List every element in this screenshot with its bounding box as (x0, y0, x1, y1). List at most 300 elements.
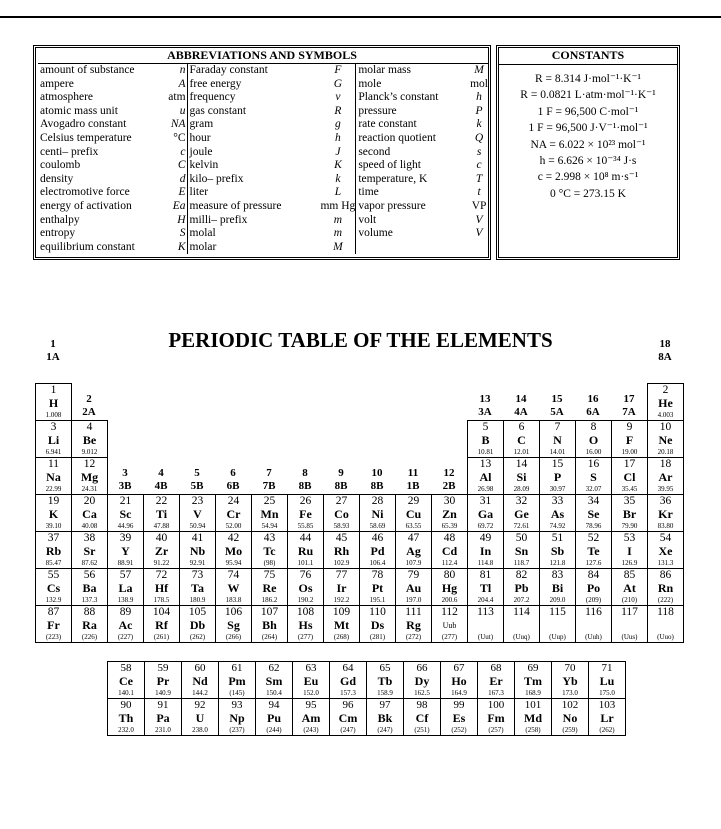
atomic-number: 9 (626, 421, 633, 433)
element-cell-bi (539, 568, 576, 606)
element-cell-rg (395, 605, 432, 643)
atomic-number: 90 (120, 699, 132, 711)
element-symbol: N (553, 433, 562, 447)
element-cell-nb (179, 531, 216, 569)
atomic-mass: (Uuq) (513, 633, 530, 641)
atomic-mass: 14.01 (549, 448, 566, 456)
atomic-number: 7 (554, 421, 561, 433)
atomic-mass: 47.88 (153, 522, 170, 530)
atomic-mass: (266) (225, 633, 242, 641)
element-symbol: F (625, 433, 634, 447)
group-number: 18 (659, 338, 671, 350)
abbr-name: rate constant (358, 118, 417, 131)
element-symbol: Rf (155, 618, 168, 632)
atomic-number: 31 (479, 495, 492, 507)
element-cell-117 (611, 605, 648, 643)
atomic-mass: 127.6 (585, 559, 602, 567)
abbr-name: reaction quotient (358, 132, 436, 145)
atomic-mass: (264) (261, 633, 278, 641)
element-symbol: Fm (487, 711, 505, 725)
element-cell-mo (215, 531, 252, 569)
atomic-mass: 195.1 (369, 596, 386, 604)
atomic-number: 63 (305, 662, 317, 674)
abbr-name: amount of substance (40, 64, 135, 77)
element-symbol: At (623, 581, 636, 595)
atomic-mass: 158.9 (377, 689, 393, 697)
element-cell-y (107, 531, 144, 569)
constant-item: h = 6.626 × 10⁻³⁴ J·s (539, 154, 637, 167)
atomic-number: 75 (263, 569, 276, 581)
group-number: 13 (479, 393, 491, 405)
atomic-number: 32 (515, 495, 528, 507)
group-label: 5B (190, 480, 204, 492)
atomic-number: 69 (527, 662, 539, 674)
abbr-symbol: H (165, 214, 187, 228)
group-number: 10 (371, 467, 383, 479)
atomic-mass: 72.61 (513, 522, 530, 530)
atomic-mass: (252) (451, 726, 467, 734)
group-number: 16 (587, 393, 599, 405)
element-cell-tc (251, 531, 288, 569)
abbr-name: volume (358, 227, 393, 240)
group-number: 11 (407, 467, 419, 479)
group-number: 5 (194, 467, 200, 479)
atomic-mass: (209) (585, 596, 602, 604)
atomic-mass: 88.91 (117, 559, 134, 567)
element-symbol: Ir (336, 581, 347, 595)
abbr-symbol: h (476, 91, 482, 104)
abbr-name: gas constant (189, 104, 247, 117)
element-cell-as (539, 494, 576, 532)
element-cell-i (611, 531, 648, 569)
element-symbol: Zr (154, 544, 169, 558)
group-label: 3A (478, 406, 492, 418)
atomic-number: 46 (371, 532, 384, 544)
atomic-number: 68 (490, 662, 502, 674)
atomic-mass: 175.0 (599, 689, 615, 697)
atomic-number: 42 (227, 532, 240, 544)
element-cell-ar (647, 457, 684, 495)
abbr-symbol: V (475, 227, 483, 240)
atomic-number: 73 (191, 569, 204, 581)
abbr-name: free energy (189, 77, 242, 90)
atomic-number: 20 (83, 495, 96, 507)
element-cell-rh (323, 531, 360, 569)
atomic-mass: 78.96 (585, 522, 602, 530)
element-symbol: Mn (260, 507, 279, 521)
atomic-mass: 173.0 (562, 689, 578, 697)
atomic-mass: 39.10 (45, 522, 62, 530)
element-cell-f (611, 420, 648, 458)
element-cell-pb (503, 568, 540, 606)
atomic-number: 94 (268, 699, 280, 711)
group-label: 7B (262, 480, 276, 492)
atomic-number: 15 (551, 458, 564, 470)
atomic-number: 13 (479, 458, 492, 470)
element-cell-sn (503, 531, 540, 569)
element-symbol: Po (586, 581, 601, 595)
element-cell-ba (71, 568, 108, 606)
element-cell-la (107, 568, 144, 606)
abbreviation-row (38, 186, 488, 200)
atomic-number: 45 (335, 532, 348, 544)
element-symbol: Mo (224, 544, 243, 558)
atomic-mass: (210) (621, 596, 638, 604)
atomic-number: 98 (416, 699, 428, 711)
element-cell-p (539, 457, 576, 495)
element-symbol: Pb (514, 581, 529, 595)
atomic-number: 80 (443, 569, 456, 581)
atomic-mass: 118.7 (513, 559, 530, 567)
constants-list (499, 64, 677, 202)
abbr-name: gram (189, 118, 214, 131)
element-symbol: Cm (338, 711, 358, 725)
atomic-mass: 157.3 (340, 689, 356, 697)
atomic-mass: 101.1 (297, 559, 314, 567)
group-label: 3B (118, 480, 132, 492)
atomic-mass: 132.9 (45, 596, 62, 604)
abbr-symbol: S (165, 227, 187, 241)
atomic-mass: 55.85 (297, 522, 314, 530)
atomic-mass: 20.18 (657, 448, 674, 456)
atomic-mass: (268) (333, 633, 350, 641)
group-label: 1B (406, 480, 420, 492)
abbreviation-row (38, 132, 488, 146)
atomic-number: 44 (299, 532, 312, 544)
abbr-symbol: k (476, 118, 482, 131)
atomic-number: 52 (587, 532, 600, 544)
atomic-mass: (Uup) (549, 633, 566, 641)
element-cell-md (514, 698, 552, 736)
abbr-name: atmosphere (40, 91, 94, 104)
abbr-name (356, 241, 468, 255)
constant-item: R = 0.0821 L·atm·mol⁻¹·K⁻¹ (520, 89, 656, 102)
group-number: 8 (302, 467, 308, 479)
atomic-mass: 140.1 (118, 689, 134, 697)
atomic-number: 30 (443, 495, 456, 507)
group-label: 8B (370, 480, 384, 492)
element-cell-cs (35, 568, 72, 606)
atomic-number: 18 (659, 458, 672, 470)
group-number: 15 (551, 393, 563, 405)
atomic-mass: 50.94 (189, 522, 206, 530)
atomic-mass: 6.941 (45, 448, 62, 456)
element-cell-cd (431, 531, 468, 569)
element-cell-cf (403, 698, 441, 736)
element-symbol: Pa (156, 711, 170, 725)
atomic-mass: (257) (488, 726, 504, 734)
atomic-number: 84 (587, 569, 600, 581)
abbr-name: joule (189, 145, 213, 158)
abbr-name: frequency (189, 91, 236, 104)
element-symbol: Fr (47, 618, 60, 632)
element-symbol: P (553, 470, 562, 484)
element-cell-dy (403, 661, 441, 699)
abbr-symbol: E (165, 186, 187, 200)
element-cell-ca (71, 494, 108, 532)
element-cell-pm (218, 661, 256, 699)
abbr-name: energy of activation (40, 200, 132, 213)
element-symbol: No (562, 711, 578, 725)
abbreviations-table (38, 63, 488, 254)
atomic-mass: 79.90 (621, 522, 638, 530)
element-symbol: Rn (657, 581, 674, 595)
abbr-symbol: v (318, 91, 355, 105)
abbr-name: enthalpy (40, 213, 80, 226)
element-cell-th (107, 698, 145, 736)
atomic-mass: 54.94 (261, 522, 278, 530)
element-cell-h (35, 383, 72, 421)
atomic-mass: 44.96 (117, 522, 134, 530)
element-symbol: Hg (441, 581, 458, 595)
atomic-number: 78 (371, 569, 384, 581)
group-label: 6A (586, 406, 600, 418)
atomic-mass: 106.4 (369, 559, 386, 567)
element-symbol: Al (479, 470, 492, 484)
atomic-mass: 138.9 (117, 596, 134, 604)
constant-item: 1 F = 96,500 C·mol⁻¹ (537, 105, 639, 118)
element-symbol: Rb (45, 544, 62, 558)
group-number: 9 (338, 467, 344, 479)
atomic-mass: 1.008 (45, 411, 62, 419)
atomic-mass: (261) (153, 633, 170, 641)
element-symbol: Ce (119, 674, 133, 688)
abbr-name: hour (189, 132, 211, 145)
element-symbol: Cs (46, 581, 61, 595)
element-symbol: Ba (82, 581, 97, 595)
abbreviation-row (38, 173, 488, 187)
atomic-number: 37 (47, 532, 60, 544)
atomic-number: 108 (296, 606, 315, 618)
atomic-mass: 83.80 (657, 522, 674, 530)
element-cell-tb (366, 661, 404, 699)
element-cell-be (71, 420, 108, 458)
element-symbol: Re (262, 581, 277, 595)
atomic-number: 74 (227, 569, 240, 581)
element-symbol: Hs (298, 618, 313, 632)
atomic-mass: 126.9 (621, 559, 638, 567)
element-symbol: Uub (442, 621, 457, 630)
element-symbol: In (479, 544, 492, 558)
element-symbol: Kr (658, 507, 673, 521)
abbr-name: molar (189, 240, 217, 253)
atomic-number: 11 (47, 458, 60, 470)
element-symbol: Cl (623, 470, 636, 484)
element-cell-cm (329, 698, 367, 736)
element-symbol: Ni (371, 507, 384, 521)
atomic-mass: 12.01 (513, 448, 530, 456)
element-cell-ac (107, 605, 144, 643)
element-cell-am (292, 698, 330, 736)
element-cell-sc (107, 494, 144, 532)
group-number: 4 (158, 467, 164, 479)
abbr-symbol: Ea (165, 200, 187, 214)
element-symbol: Dy (414, 674, 430, 688)
element-cell-mn (251, 494, 288, 532)
element-symbol: He (658, 396, 673, 410)
abbr-name: equilibrium constant (40, 240, 135, 253)
atomic-number: 24 (227, 495, 240, 507)
element-cell-es (440, 698, 478, 736)
abbr-symbol: d (165, 173, 187, 187)
atomic-mass: (Uuh) (585, 633, 602, 641)
element-cell-pd (359, 531, 396, 569)
element-cell-zr (143, 531, 180, 569)
atomic-mass: (247) (377, 726, 393, 734)
constant-item: 0 °C = 273.15 K (550, 187, 626, 200)
atomic-mass: 16.00 (585, 448, 602, 456)
atomic-number: 62 (268, 662, 280, 674)
atomic-mass: 238.0 (192, 726, 208, 734)
atomic-mass: 137.3 (81, 596, 98, 604)
atomic-mass: 28.09 (513, 485, 530, 493)
atomic-mass: 69.72 (477, 522, 494, 530)
element-cell-v (179, 494, 216, 532)
element-cell-kr (647, 494, 684, 532)
atomic-mass: 186.2 (261, 596, 278, 604)
atomic-mass: 207.2 (513, 596, 530, 604)
abbr-name: coulomb (40, 159, 81, 172)
atomic-mass: 168.9 (525, 689, 541, 697)
atomic-number: 64 (342, 662, 354, 674)
atomic-mass: 102.9 (333, 559, 350, 567)
element-cell-cu (395, 494, 432, 532)
element-symbol: Bi (551, 581, 564, 595)
element-symbol: H (48, 396, 59, 410)
atomic-number: 36 (659, 495, 672, 507)
element-cell-w (215, 568, 252, 606)
element-cell-cr (215, 494, 252, 532)
atomic-number: 25 (263, 495, 276, 507)
element-symbol: Fe (299, 507, 312, 521)
element-symbol: Ra (82, 618, 97, 632)
atomic-number: 28 (371, 495, 384, 507)
element-cell-au (395, 568, 432, 606)
element-symbol: Ac (118, 618, 133, 632)
atomic-number: 72 (155, 569, 168, 581)
element-cell-xe (647, 531, 684, 569)
atomic-mass: 231.0 (155, 726, 171, 734)
element-symbol: Tc (263, 544, 276, 558)
atomic-number: 57 (119, 569, 132, 581)
element-cell-b (467, 420, 504, 458)
atomic-number: 16 (587, 458, 600, 470)
element-cell-bk (366, 698, 404, 736)
group-label: 8B (298, 480, 312, 492)
atomic-mass: 232.0 (118, 726, 134, 734)
atomic-number: 86 (659, 569, 672, 581)
atomic-number: 83 (551, 569, 564, 581)
atomic-mass: 95.94 (225, 559, 242, 567)
element-symbol: Na (46, 470, 61, 484)
atomic-number: 104 (152, 606, 171, 618)
element-symbol: Ar (658, 470, 673, 484)
element-symbol: Yb (562, 674, 578, 688)
atomic-number: 113 (477, 606, 494, 618)
element-cell-118 (647, 605, 684, 643)
atomic-mass: 85.47 (45, 559, 62, 567)
element-symbol: Au (405, 581, 422, 595)
abbr-name: Planck’s constant (358, 91, 439, 104)
atomic-number: 19 (47, 495, 60, 507)
element-cell-db (179, 605, 216, 643)
atomic-number: 14 (515, 458, 528, 470)
atomic-number: 58 (120, 662, 132, 674)
element-cell-sm (255, 661, 293, 699)
element-cell-re (251, 568, 288, 606)
atomic-mass: 150.4 (266, 689, 282, 697)
element-symbol: Te (587, 544, 600, 558)
abbr-symbol: F (318, 64, 355, 78)
element-symbol: Ag (406, 544, 421, 558)
element-symbol: Ga (477, 507, 494, 521)
abbr-name: density (40, 172, 74, 185)
element-symbol: I (627, 544, 632, 558)
element-cell-lu (588, 661, 626, 699)
element-symbol: Bh (262, 618, 277, 632)
element-symbol: Rh (333, 544, 350, 558)
atomic-mass: (243) (303, 726, 319, 734)
element-symbol: Mt (333, 618, 350, 632)
abbr-name: vapor pressure (358, 200, 426, 213)
element-cell-ho (440, 661, 478, 699)
element-cell-tm (514, 661, 552, 699)
element-symbol: Li (47, 433, 60, 447)
element-cell-in (467, 531, 504, 569)
element-cell-no (551, 698, 589, 736)
atomic-number: 67 (453, 662, 465, 674)
atomic-number: 97 (379, 699, 391, 711)
group-label: 5A (550, 406, 564, 418)
constant-item: 1 F = 96,500 J·V⁻¹·mol⁻¹ (528, 122, 648, 135)
element-symbol: Bk (377, 711, 393, 725)
element-cell-ds (359, 605, 396, 643)
element-symbol: Cf (415, 711, 429, 725)
atomic-number: 100 (487, 699, 505, 711)
atomic-number: 110 (369, 606, 386, 618)
constants-box (496, 45, 680, 260)
atomic-mass: 209.0 (549, 596, 566, 604)
atomic-number: 3 (50, 421, 57, 433)
atomic-mass: 121.8 (549, 559, 566, 567)
atomic-number: 92 (194, 699, 206, 711)
element-symbol: Cr (226, 507, 241, 521)
element-symbol: La (118, 581, 133, 595)
abbr-name: centi– prefix (40, 145, 99, 158)
abbr-name: mole (358, 77, 382, 90)
element-cell-yb (551, 661, 589, 699)
element-cell-rn (647, 568, 684, 606)
element-cell-s (575, 457, 612, 495)
element-symbol: Pd (370, 544, 385, 558)
atomic-mass: 39.95 (657, 485, 674, 493)
element-symbol: Tl (479, 581, 492, 595)
atomic-mass: 22.99 (45, 485, 62, 493)
atomic-number: 54 (659, 532, 672, 544)
constants-title: CONSTANTS (551, 48, 625, 62)
atomic-number: 95 (305, 699, 317, 711)
abbr-symbol: g (318, 118, 355, 132)
element-symbol: Sc (119, 507, 132, 521)
element-cell-lr (588, 698, 626, 736)
abbr-symbol: u (165, 105, 187, 119)
element-symbol: Md (524, 711, 542, 725)
group-label: 8B (334, 480, 348, 492)
atomic-number: 40 (155, 532, 168, 544)
element-symbol: Er (489, 674, 503, 688)
abbr-symbol: K (318, 159, 355, 173)
atomic-number: 41 (191, 532, 204, 544)
